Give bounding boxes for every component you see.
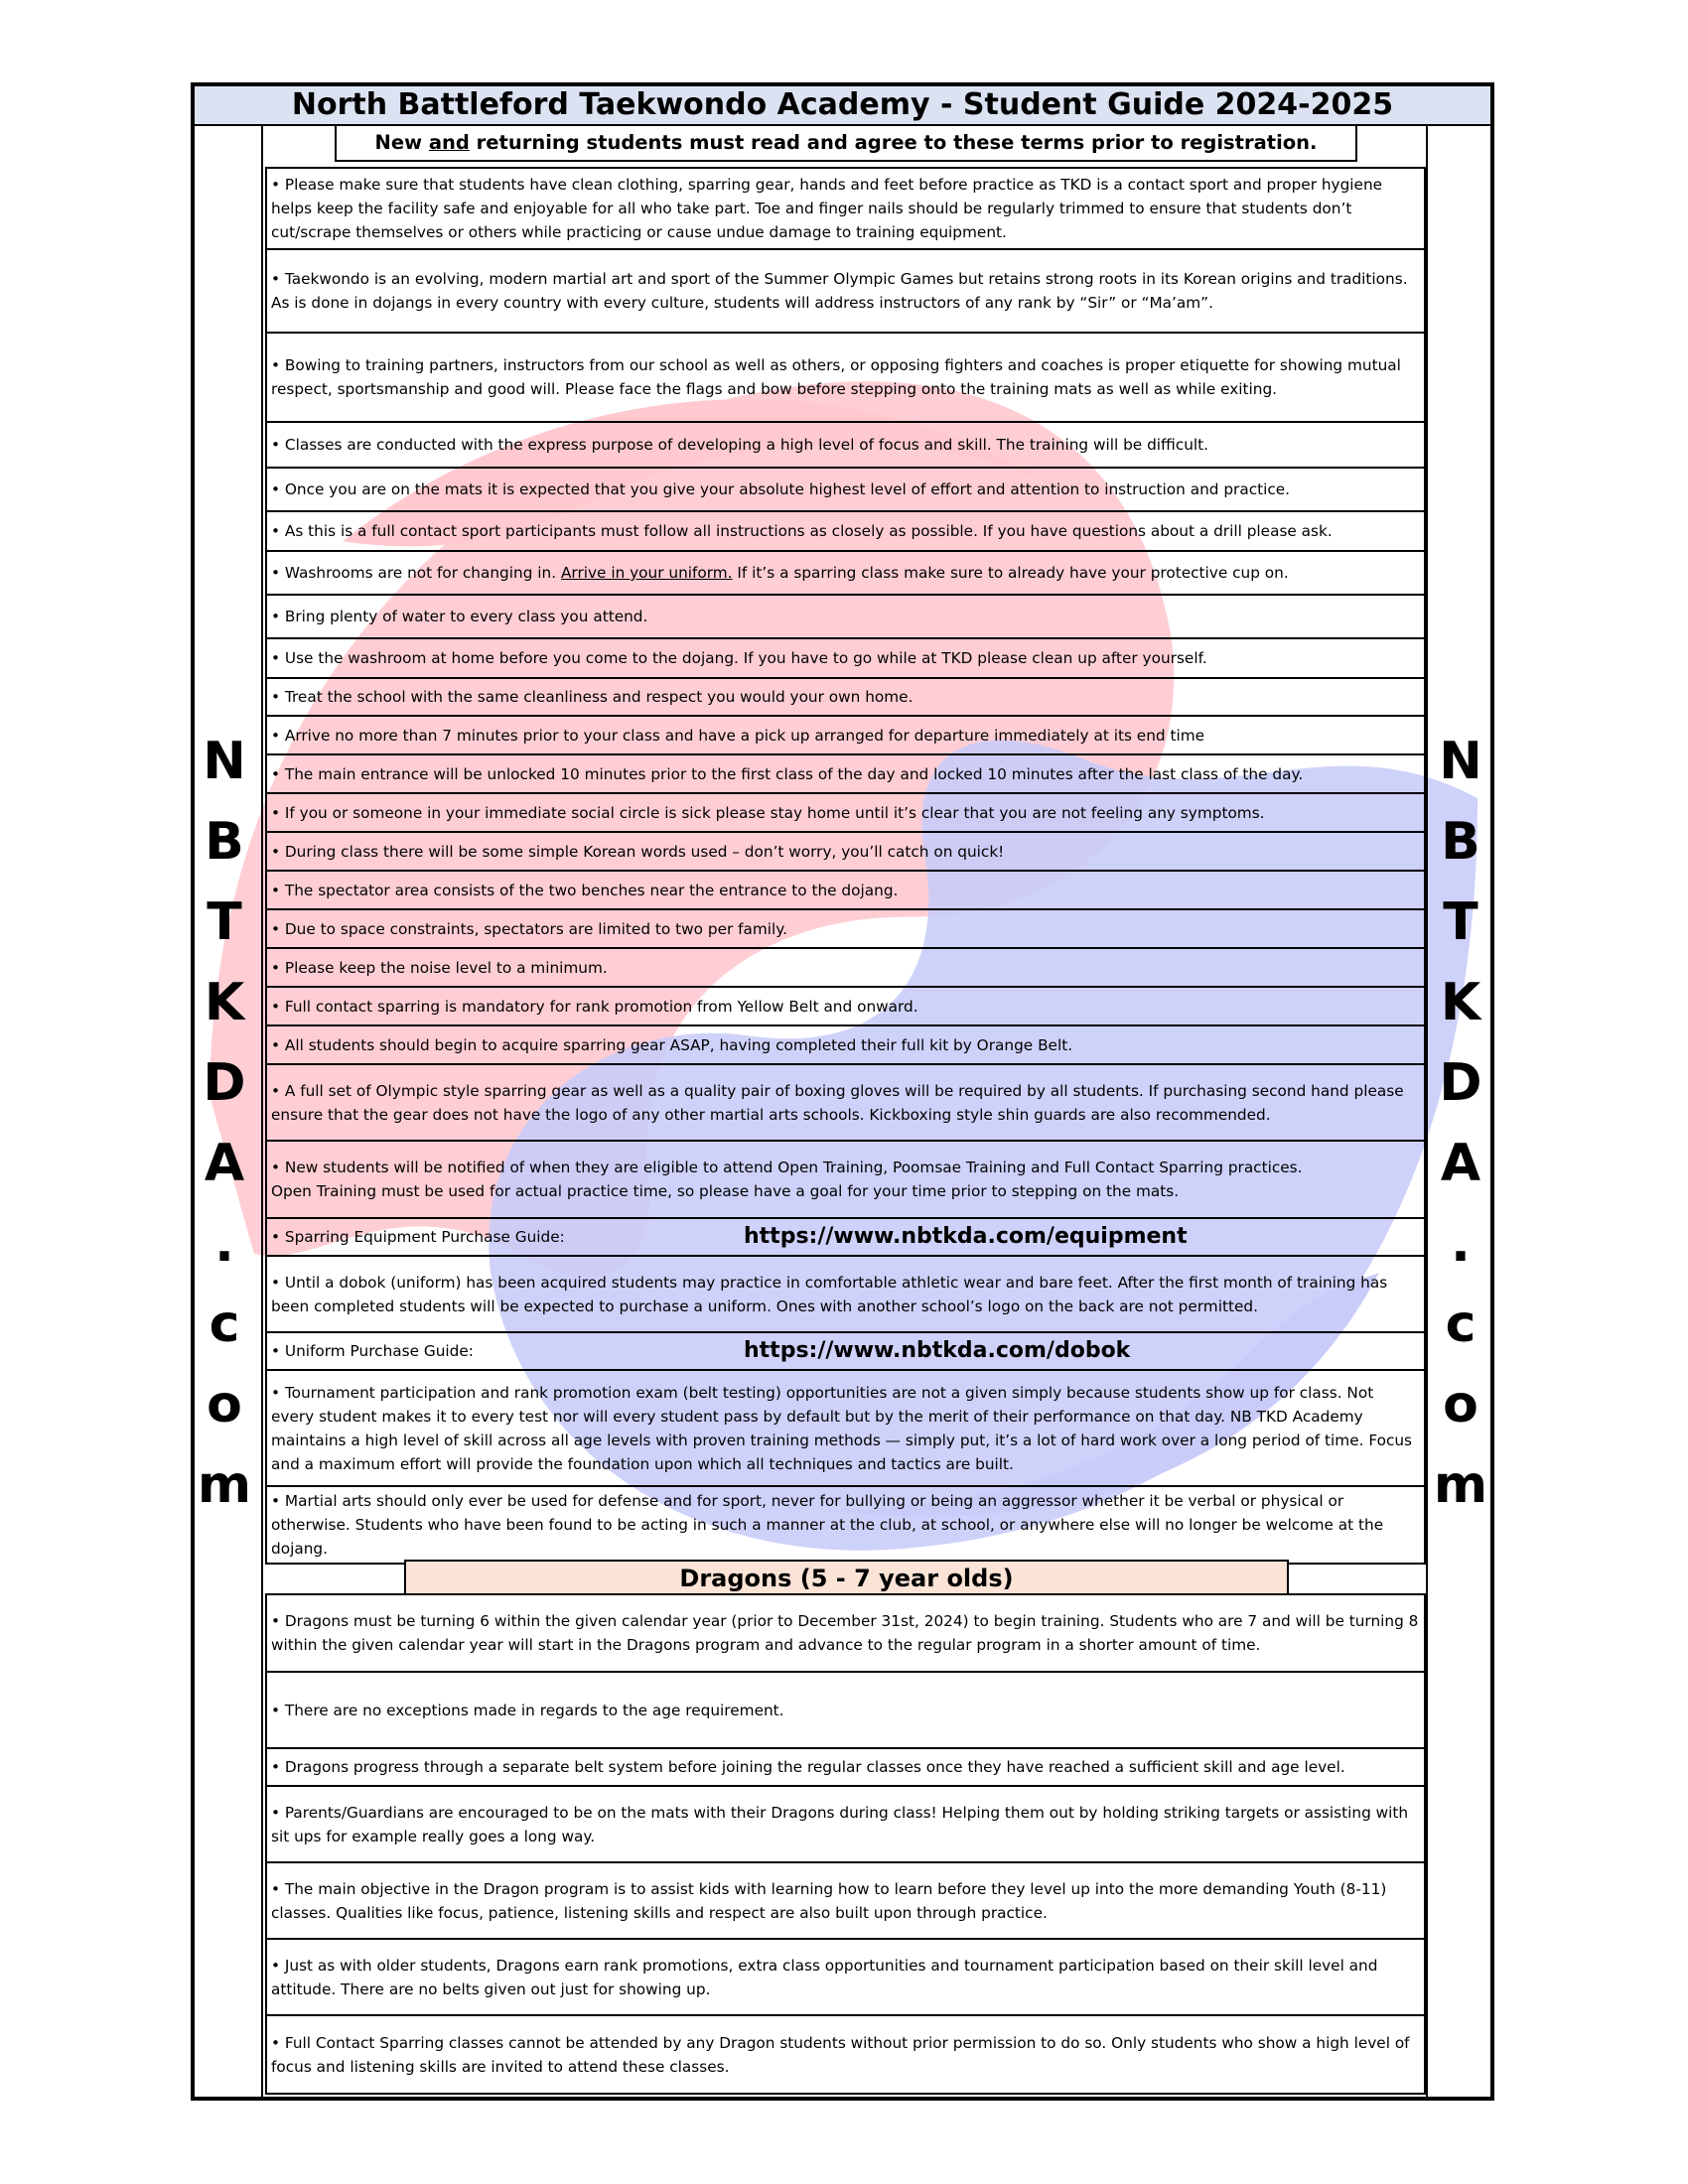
page-title-bar: [195, 86, 1490, 126]
side-letter: A: [204, 1134, 245, 1193]
table-row: [267, 639, 1424, 679]
dragon-rule-text: • The main objective in the Dragon program is to assist kids with learning how to learn before they level up into the more demanding Youth (8-11) classes. Qualities like focus, patience, listening skills and respect are also built upon through practice.: [271, 1879, 1387, 1922]
table-row: [267, 679, 1424, 717]
left-divider: [261, 126, 263, 2101]
table-row: [267, 423, 1424, 469]
rule-text: • Once you are on the mats it is expected that you give your absolute highest level of effort and attention to instruction and practice.: [271, 480, 1291, 498]
rule-text: • Use the washroom at home before you come to the dojang. If you have to go while at TKD please clean up after yourself.: [271, 649, 1207, 667]
table-row: [267, 717, 1424, 755]
table-row: [267, 1487, 1424, 1563]
table-row: [267, 2016, 1424, 2093]
rule-text: • Due to space constraints, spectators are limited to two per family.: [271, 919, 788, 938]
document-frame: [191, 82, 1494, 2101]
notice-underlined-word: and: [428, 131, 470, 154]
side-letter: K: [204, 973, 245, 1032]
rule-text: If it’s a sparring class make sure to already have your protective cup on.: [732, 564, 1289, 582]
side-letter: K: [1440, 973, 1481, 1032]
dragons-table: [265, 1593, 1426, 2095]
dragon-rule-text: • Full Contact Sparring classes cannot be attended by any Dragon students without prior permission to do so. Only students who show a high level of focus and listening skills are invited to attend these classes.: [271, 2033, 1410, 2076]
table-row: [267, 1749, 1424, 1787]
dragon-rule-text: • Parents/Guardians are encouraged to be on the mats with their Dragons during class! Helping them out by holding striking targets or assisting with sit ups for example really goes a long way.: [271, 1803, 1409, 1845]
rule-text: • Arrive no more than 7 minutes prior to your class and have a pick up arranged for departure immediately at its end time: [271, 726, 1205, 745]
side-letter: B: [205, 812, 244, 872]
side-letter: c: [209, 1295, 240, 1354]
rule-text: • New students will be notified of when they are eligible to attend Open Training, Poomsae Training and Full Contact Sparring practices. Open Training must be used for actual practice time, so please have a goal for your time prior to stepping on the mats.: [271, 1159, 1303, 1200]
table-row: [267, 334, 1424, 423]
dragons-section-title: Dragons (5 - 7 year olds): [679, 1565, 1014, 1592]
notice-text-end: returning students must read and agree to these terms prior to registration.: [469, 131, 1318, 154]
notice-text-start: New: [374, 131, 429, 154]
dragon-rule-text: • Dragons progress through a separate belt system before joining the regular classes once they have reached a sufficient skill and age level.: [271, 1758, 1345, 1776]
table-row: [267, 512, 1424, 552]
rule-text: • Please make sure that students have clean clothing, sparring gear, hands and feet before practice as TKD is a contact sport and proper hygiene helps keep the facility safe and enjoyable for all who take part. Toe and finger nails should be regularly trimmed to ensure that students don’t cut/scrape themselves or others while practicing or cause undue damage to training equipment.: [271, 176, 1383, 241]
side-letter: c: [1445, 1295, 1477, 1354]
dragon-rule-text: • Just as with older students, Dragons earn rank promotions, extra class opportunities and tournament participation based on their skill level and attitude. There are no belts given out just for showing up.: [271, 1956, 1378, 1998]
rule-text: • The main entrance will be unlocked 10 minutes prior to the first class of the day and locked 10 minutes after the last class of the day.: [271, 764, 1304, 783]
table-row: [267, 1673, 1424, 1749]
table-row: [267, 1371, 1424, 1487]
rule-text: • Taekwondo is an evolving, modern martial art and sport of the Summer Olympic Games but retains strong roots in its Korean origins and traditions. As is done in dojangs in every country with every culture, students will address instructors of any rank by “Sir” or “Ma’am”.: [271, 270, 1408, 312]
side-letter: .: [214, 1214, 234, 1274]
rule-text: • During class there will be some simple Korean words used – don’t worry, you’ll catch on quick!: [271, 842, 1005, 861]
rule-text: • Bring plenty of water to every class you attend.: [271, 608, 648, 625]
side-letter: N: [203, 732, 246, 791]
uniform-link-label: • Uniform Purchase Guide:: [271, 1342, 474, 1360]
side-letter: T: [1443, 892, 1478, 952]
side-letter: N: [1439, 732, 1482, 791]
table-row: [267, 910, 1424, 949]
table-row: [267, 1026, 1424, 1065]
side-letter: o: [207, 1375, 242, 1434]
table-row: [267, 949, 1424, 988]
table-row: [267, 755, 1424, 794]
uniform-link[interactable]: https://www.nbtkda.com/dobok: [744, 1338, 1131, 1363]
table-row: [267, 552, 1424, 596]
table-row: [267, 1257, 1424, 1333]
rule-text: • Until a dobok (uniform) has been acquired students may practice in comfortable athletic wear and bare feet. After the first month of training has been completed students will be expected to purchase a uniform. Ones with another school’s logo on the back are not permitted.: [271, 1273, 1388, 1315]
rule-text: • The spectator area consists of the two benches near the entrance to the dojang.: [271, 881, 899, 899]
table-row: [267, 1940, 1424, 2016]
side-letter: T: [207, 892, 242, 952]
rules-table: [265, 167, 1426, 1565]
uniform-link-row: [267, 1333, 1424, 1371]
page-title: North Battleford Taekwondo Academy - Student Guide 2024-2025: [291, 87, 1394, 122]
rule-text: • Please keep the noise level to a minimum.: [271, 958, 608, 977]
table-row: [267, 169, 1424, 250]
rule-text: • Bowing to training partners, instructors from our school as well as others, or opposing fighters and coaches is proper etiquette for showing mutual respect, sportsmanship and good will. Please face the flags and bow before stepping onto the training mats as well as while exiting.: [271, 356, 1401, 398]
side-letter: A: [1440, 1134, 1481, 1193]
dragon-rule-text: • There are no exceptions made in regards to the age requirement.: [271, 1701, 784, 1719]
side-text-left: [195, 722, 254, 1526]
side-letter: B: [1441, 812, 1480, 872]
table-row: [267, 1142, 1424, 1219]
rule-text: • Martial arts should only ever be used for defense and for sport, never for bullying or being an aggressor whether it be verbal or physical or otherwise. Students who have been found to be acting in such a manner at the club, at school, or anywhere else will no longer be welcome at the dojang.: [271, 1492, 1384, 1558]
table-row: [267, 1065, 1424, 1142]
table-row: [267, 596, 1424, 639]
table-row: [267, 250, 1424, 334]
dragons-section-header: [404, 1560, 1289, 1595]
registration-notice: [335, 126, 1357, 162]
equipment-link-row: [267, 1219, 1424, 1257]
rule-text: • Treat the school with the same cleanliness and respect you would your own home.: [271, 688, 914, 706]
side-letter: m: [1433, 1455, 1488, 1515]
equipment-link[interactable]: https://www.nbtkda.com/equipment: [744, 1224, 1188, 1249]
table-row: [267, 469, 1424, 512]
table-row: [267, 1787, 1424, 1863]
rule-text: • A full set of Olympic style sparring gear as well as a quality pair of boxing gloves will be required by all students. If purchasing second hand please ensure that the gear does not have the logo of any other martial arts schools. Kickboxing style shin guards are also recommended.: [271, 1081, 1404, 1124]
table-row: [267, 872, 1424, 910]
rule-text: • As this is a full contact sport participants must follow all instructions as closely as possible. If you have questions about a drill please ask.: [271, 522, 1333, 540]
side-letter: m: [197, 1455, 252, 1515]
table-row: [267, 794, 1424, 833]
rule-text: • All students should begin to acquire sparring gear ASAP, having completed their full kit by Orange Belt.: [271, 1035, 1073, 1054]
rule-text: • Washrooms are not for changing in.: [271, 564, 561, 582]
dragon-rule-text: • Dragons must be turning 6 within the given calendar year (prior to December 31st, 2024) to begin training. Students who are 7 and will be turning 8 within the given calendar year will start in the Dragons program and advance to the regular program in a shorter amount of time.: [271, 1612, 1419, 1654]
table-row: [267, 833, 1424, 872]
rule-underlined-text: Arrive in your uniform.: [560, 564, 733, 582]
equipment-link-label: • Sparring Equipment Purchase Guide:: [271, 1228, 565, 1246]
side-letter: D: [1439, 1053, 1482, 1113]
table-row: [267, 1595, 1424, 1673]
table-row: [267, 988, 1424, 1026]
side-letter: D: [203, 1053, 246, 1113]
right-divider: [1426, 126, 1428, 2101]
rule-text: • If you or someone in your immediate social circle is sick please stay home until it’s clear that you are not feeling any symptoms.: [271, 803, 1265, 822]
rule-text: • Full contact sparring is mandatory for rank promotion from Yellow Belt and onward.: [271, 997, 918, 1016]
side-text-right: [1431, 722, 1490, 1526]
side-letter: o: [1443, 1375, 1478, 1434]
side-letter: .: [1451, 1214, 1471, 1274]
rule-text: • Tournament participation and rank promotion exam (belt testing) opportunities are not a given simply because students show up for class. Not every student makes it to every test nor will every student pass by default but by the merit of their performance on that day. NB TKD Academy maintains a high level of skill across all age levels with proven training methods — simply put, it’s a lot of hard work over a long period of time. Focus and a maximum effort will provide the foundation upon which all techniques and tactics are built.: [271, 1383, 1413, 1473]
rule-text: • Classes are conducted with the express purpose of developing a high level of focus and skill. The training will be difficult.: [271, 436, 1209, 454]
table-row: [267, 1863, 1424, 1940]
